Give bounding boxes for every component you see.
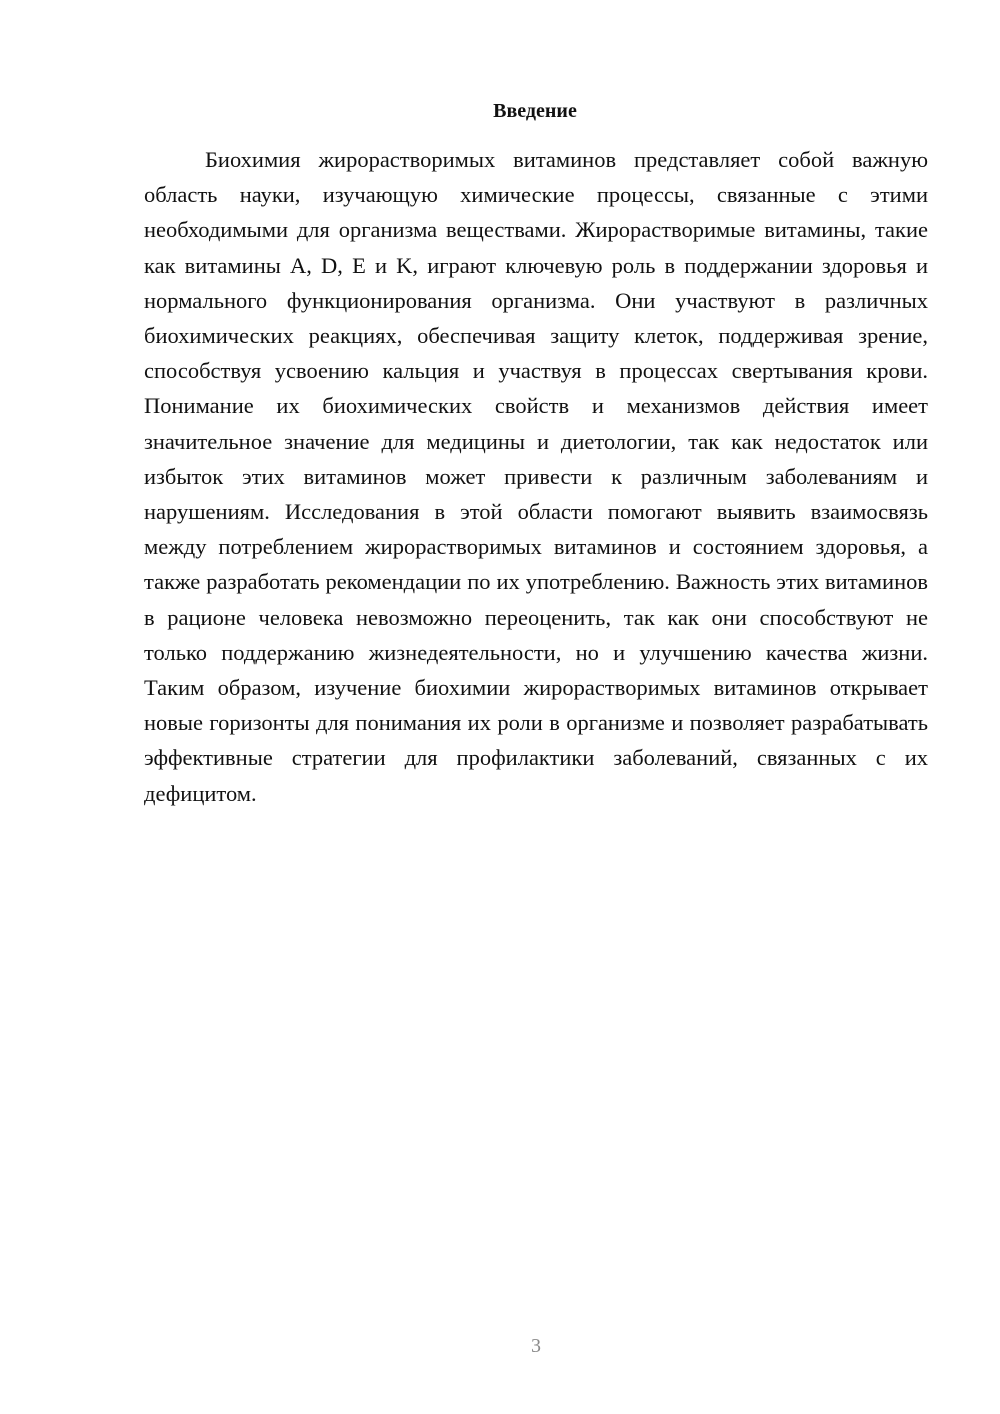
body-paragraph: Биохимия жирорастворимых витаминов представляет собой важную область науки, изучающую химические процессы, связанные с этими необходимыми для организма веществами. Жирорастворимые витамины, такие как витамины A, D, E и K, играют ключевую роль в поддержании здоровья и нормального функционирования организма. Они участвуют в различных биохимических реакциях, обеспечивая защиту клеток, поддерживая зрение, способствуя усвоению кальция и участвуя в процессах свертывания крови. Понимание их биохимических свойств и механизмов действия имеет значительное значение для медицины и диетологии, так как недостаток или избыток этих витаминов может привести к различным заболеваниям и нарушениям. Исследования в этой области помогают выявить взаимосвязь между потреблением жирорастворимых витаминов и состоянием здоровья, а также разработать рекомендации по их употреблению. Важность этих витаминов в рационе человека невозможно переоценить, так как они способствуют не только поддержанию жизнедеятельности, но и улучшению качества жизни. Таким образом, изучение биохимии жирорастворимых витаминов открывает новые горизонты для понимания их роли в организме и позволяет разрабатывать эффективные стратегии для профилактики заболеваний, связанных с их дефицитом.	[144, 147, 928, 806]
section-heading: Введение	[493, 100, 577, 122]
page-number: 3	[531, 1335, 541, 1357]
